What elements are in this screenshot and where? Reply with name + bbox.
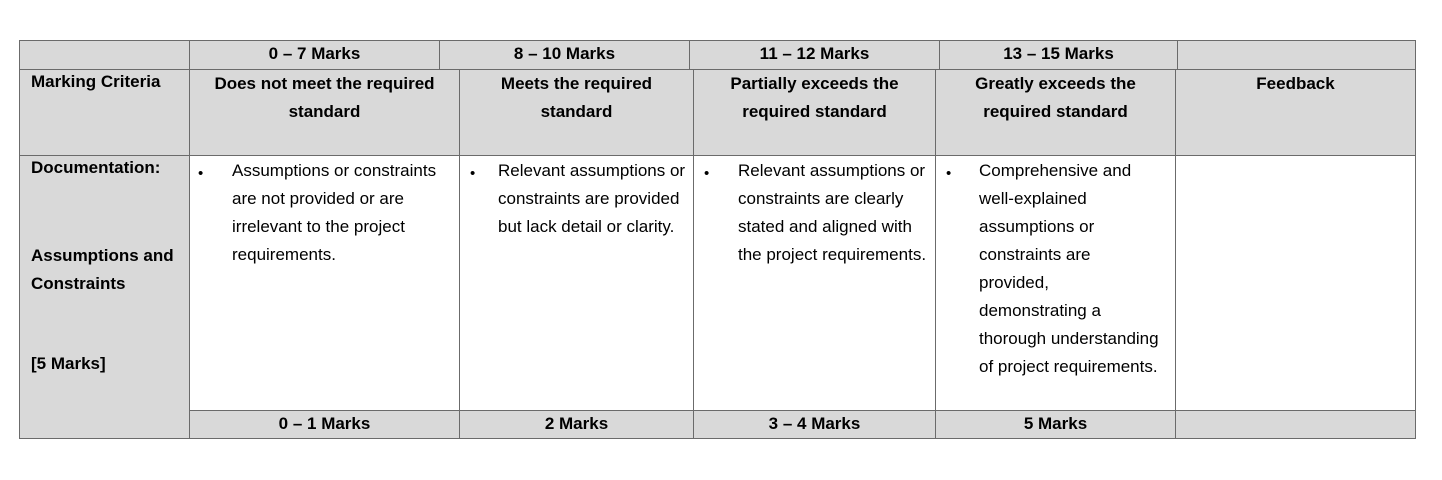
bottom-band-feedback-blank	[1175, 410, 1416, 439]
top-band-0-7: 0 – 7 Marks	[189, 40, 440, 70]
level-header-greatly-exceeds: Greatly exceeds the required standard	[935, 69, 1176, 156]
top-band-feedback-blank	[1177, 40, 1416, 70]
bullet-icon: •	[946, 165, 952, 182]
bullet-icon: •	[704, 165, 710, 182]
criterion-title: Documentation:	[31, 158, 161, 177]
descriptor-text: Relevant assumptions or constraints are clearly stated and aligned with the project requirements.	[738, 161, 927, 264]
top-band-11-12: 11 – 12 Marks	[689, 40, 940, 70]
descriptor-partially-exceeds	[693, 155, 936, 411]
descriptor-text: Assumptions or constraints are not provided or are irrelevant to the project requirements.	[232, 161, 437, 264]
bottom-band-2: 2 Marks	[459, 410, 694, 439]
top-band-corner	[19, 40, 190, 70]
criterion-marks: [5 Marks]	[31, 354, 106, 373]
feedback-header: Feedback	[1175, 69, 1416, 156]
bullet-icon: •	[198, 165, 204, 182]
bullet-icon: •	[470, 165, 476, 182]
criterion-subtitle: Assumptions and Constraints	[31, 246, 174, 293]
descriptor-text: Relevant assumptions or constraints are provided but lack detail or clarity.	[498, 161, 686, 236]
bottom-band-0-1: 0 – 1 Marks	[189, 410, 460, 439]
level-header-partially-exceeds: Partially exceeds the required standard	[693, 69, 936, 156]
level-header-not-meet: Does not meet the required standard	[189, 69, 460, 156]
level-header-meets: Meets the required standard	[459, 69, 694, 156]
top-band-8-10: 8 – 10 Marks	[439, 40, 690, 70]
descriptor-greatly-exceeds	[935, 155, 1176, 411]
marking-criteria-label: Marking Criteria	[31, 72, 161, 91]
top-band-13-15: 13 – 15 Marks	[939, 40, 1178, 70]
bottom-band-3-4: 3 – 4 Marks	[693, 410, 936, 439]
criterion-label-cell	[19, 155, 190, 439]
feedback-cell[interactable]	[1175, 155, 1416, 411]
descriptor-meets	[459, 155, 694, 411]
descriptor-text: Comprehensive and well-explained assumptions or constraints are provided, demonstrating a thorough understanding of project requirements.	[979, 161, 1159, 376]
marking-criteria-header	[19, 69, 190, 156]
bottom-band-5: 5 Marks	[935, 410, 1176, 439]
descriptor-not-meet	[189, 155, 460, 411]
